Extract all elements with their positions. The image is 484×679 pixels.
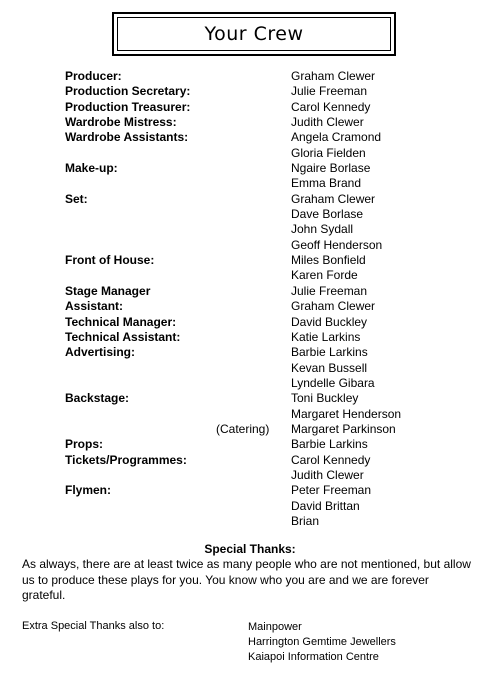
crew-role: Set: — [65, 191, 88, 206]
crew-role: Props: — [65, 437, 104, 452]
crew-row — [0, 130, 484, 145]
crew-role: Backstage: — [65, 391, 130, 406]
crew-row — [0, 146, 484, 161]
special-thanks-text: As always, there are at least twice as many people who are not mentioned, but allow us to produce these plays for you. You know who you are and we are forever grateful. — [22, 557, 471, 602]
crew-person: Judith Clewer — [291, 467, 364, 482]
crew-person: Margaret Parkinson — [291, 421, 396, 436]
crew-row — [0, 514, 484, 529]
crew-person: Judith Clewer — [291, 115, 364, 130]
crew-person: Graham Clewer — [291, 191, 376, 206]
crew-person: Barbie Larkins — [291, 345, 368, 360]
crew-row — [0, 84, 484, 99]
extra-thanks-label: Extra Special Thanks also to: — [22, 620, 165, 632]
crew-row — [0, 376, 484, 391]
extra-thanks-list — [248, 620, 396, 665]
crew-list — [0, 69, 484, 529]
crew-person: Graham Clewer — [291, 299, 376, 314]
crew-role: Technical Manager: — [65, 314, 177, 329]
crew-person: Kevan Bussell — [291, 360, 368, 375]
crew-person: Peter Freeman — [291, 483, 372, 498]
crew-row — [0, 69, 484, 84]
special-thanks-heading: Special Thanks: — [204, 542, 296, 556]
crew-role: Assistant: — [65, 299, 124, 314]
crew-row — [0, 299, 484, 314]
crew-person: Geoff Henderson — [291, 237, 383, 252]
crew-row — [0, 499, 484, 514]
crew-row — [0, 176, 484, 191]
crew-row — [0, 253, 484, 268]
crew-row — [0, 453, 484, 468]
crew-role: Technical Assistant: — [65, 329, 181, 344]
crew-person: Barbie Larkins — [291, 437, 368, 452]
crew-role: Advertising: — [65, 345, 136, 360]
crew-role: Stage Manager — [65, 283, 151, 298]
crew-role: Wardrobe Assistants: — [65, 130, 189, 145]
crew-row — [0, 222, 484, 237]
crew-person: Katie Larkins — [291, 329, 361, 344]
crew-role: Make-up: — [65, 161, 118, 176]
crew-person: John Sydall — [291, 222, 354, 237]
crew-person: Julie Freeman — [291, 283, 368, 298]
crew-row — [0, 207, 484, 222]
page-title: Your Crew — [117, 17, 391, 51]
crew-row — [0, 100, 484, 115]
crew-role: Production Secretary: — [65, 84, 191, 99]
crew-role: Front of House: — [65, 253, 155, 268]
crew-person: Dave Borlase — [291, 207, 364, 222]
crew-person: Miles Bonfield — [291, 253, 366, 268]
crew-row — [0, 268, 484, 283]
extra-thanks-item: Harrington Gemtime Jewellers — [248, 636, 396, 648]
crew-row — [0, 192, 484, 207]
title-box — [112, 12, 396, 56]
crew-row — [0, 391, 484, 406]
crew-role: Tickets/Programmes: — [65, 452, 187, 467]
crew-row — [0, 422, 484, 437]
crew-person: Emma Brand — [291, 176, 362, 191]
crew-person: Carol Kennedy — [291, 99, 371, 114]
crew-person: Julie Freeman — [291, 84, 368, 99]
crew-role: Wardrobe Mistress: — [65, 115, 177, 130]
extra-thanks-item: Mainpower — [248, 621, 302, 633]
crew-person: Carol Kennedy — [291, 452, 371, 467]
crew-person: Gloria Fielden — [291, 145, 366, 160]
crew-person: Brian — [291, 513, 320, 528]
crew-person: David Brittan — [291, 498, 360, 513]
crew-row — [0, 238, 484, 253]
crew-person: Toni Buckley — [291, 391, 359, 406]
extra-thanks-item: Kaiapoi Information Centre — [248, 651, 379, 663]
crew-person: David Buckley — [291, 314, 368, 329]
crew-row — [0, 437, 484, 452]
crew-role: Producer: — [65, 69, 122, 83]
crew-row — [0, 407, 484, 422]
crew-note: (Catering) — [216, 421, 270, 436]
crew-row — [0, 361, 484, 376]
crew-row — [0, 161, 484, 176]
crew-role: Flymen: — [65, 483, 112, 498]
crew-person: Graham Clewer — [291, 69, 376, 83]
crew-person: Angela Cramond — [291, 130, 382, 145]
crew-row — [0, 345, 484, 360]
crew-row — [0, 330, 484, 345]
crew-row — [0, 115, 484, 130]
crew-person: Lyndelle Gibara — [291, 375, 375, 390]
crew-role: Production Treasurer: — [65, 99, 191, 114]
crew-person: Karen Forde — [291, 268, 358, 283]
crew-row — [0, 483, 484, 498]
crew-row — [0, 315, 484, 330]
crew-row — [0, 284, 484, 299]
crew-person: Ngaire Borlase — [291, 161, 371, 176]
crew-person: Margaret Henderson — [291, 406, 402, 421]
crew-row — [0, 468, 484, 483]
